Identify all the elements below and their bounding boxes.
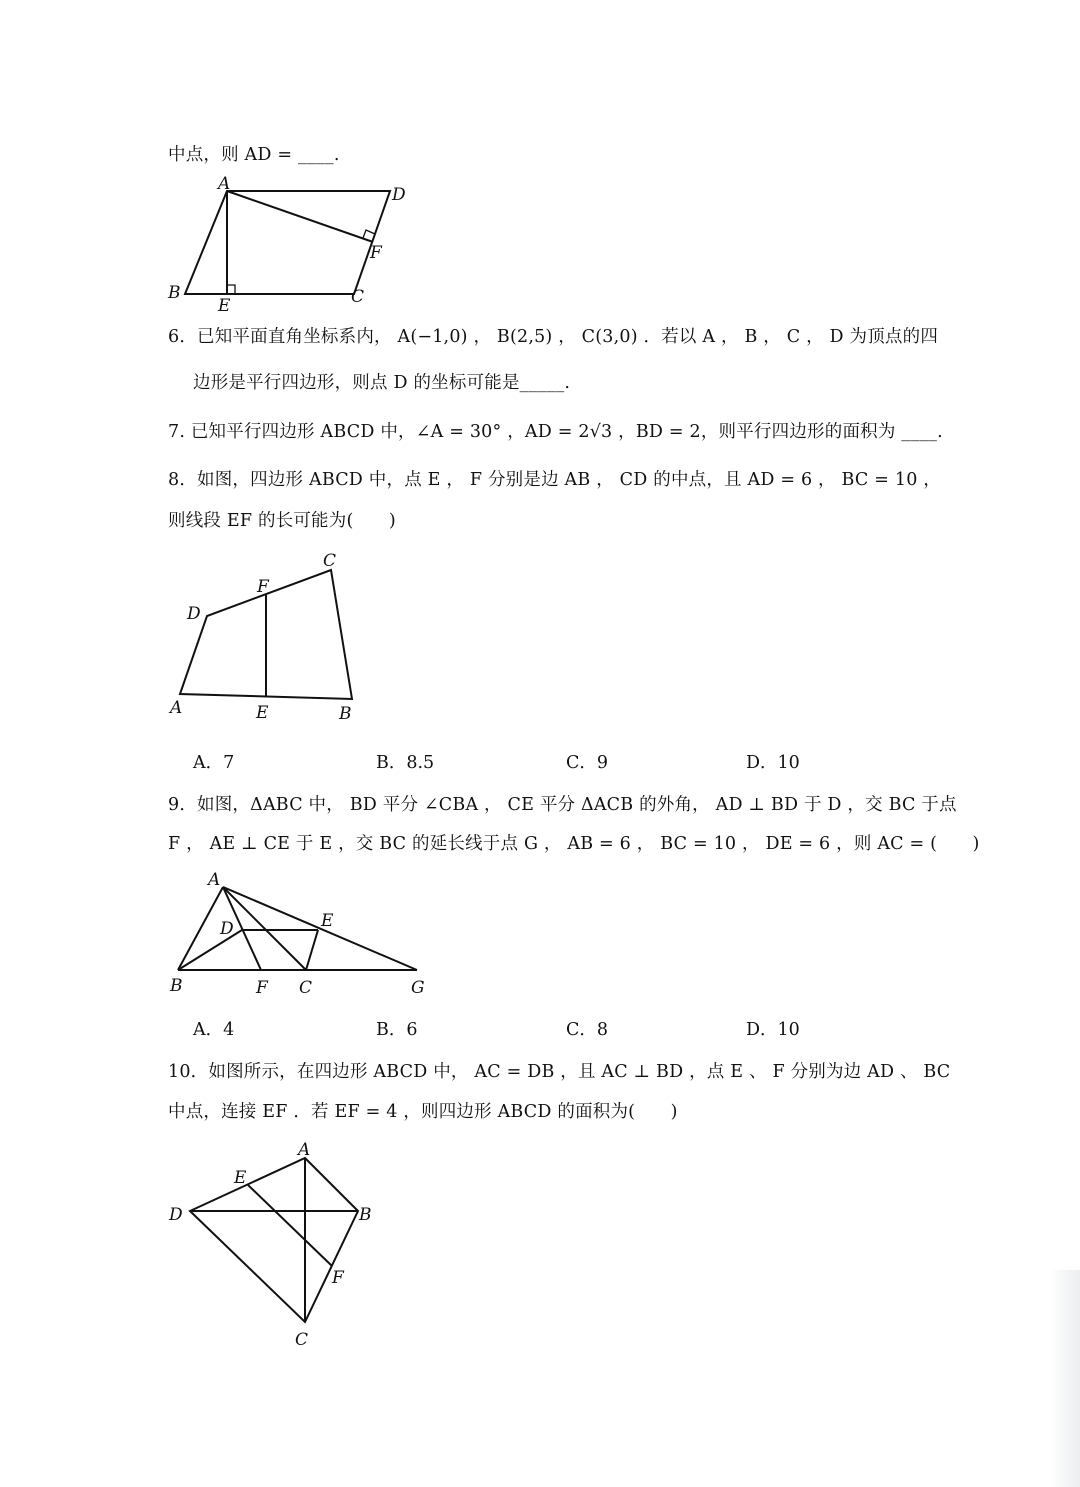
fig4-label-d: D <box>169 1205 183 1225</box>
q6-line-2: 边形是平行四边形，则点 D 的坐标可能是_____. <box>193 373 571 393</box>
fig2-label-f: F <box>257 577 269 597</box>
q9-option-d[interactable]: D．10 <box>746 1020 800 1040</box>
q9-option-a[interactable]: A．4 <box>193 1020 235 1040</box>
figure-perpendicular-diagonals <box>160 1135 390 1360</box>
fig4-quadrilateral <box>190 1158 358 1322</box>
fig4-label-b: B <box>359 1205 372 1225</box>
q9-option-b[interactable]: B．6 <box>376 1020 418 1040</box>
q5-tail-text: 中点，则 AD = ____. <box>168 145 340 165</box>
q8-line-2: 则线段 EF 的长可能为( ) <box>168 511 396 531</box>
fig1-label-b: B <box>168 283 181 303</box>
fig1-af <box>227 191 373 242</box>
figure-parallelogram-heights <box>160 170 420 315</box>
fig3-label-d: D <box>220 919 234 939</box>
fig1-label-c: C <box>351 287 365 307</box>
q10-line-1: 10．如图所示，在四边形 ABCD 中， AC = DB ，且 AC ⊥ BD ，点 E 、 F 分别为边 AD 、 BC <box>168 1062 951 1082</box>
fig4-label-e: E <box>234 1168 247 1188</box>
figure-triangle-bisectors <box>160 866 440 1001</box>
q9-option-c[interactable]: C．8 <box>566 1020 609 1040</box>
q9-line-1: 9．如图，ΔABC 中， BD 平分 ∠CBA ， CE 平分 ΔACB 的外角， AD ⊥ BD 于 D ，交 BC 于点 <box>168 795 957 815</box>
q9-line-2: F ， AE ⊥ CE 于 E ，交 BC 的延长线于点 G ， AB = 6 ， BC = 10 ， DE = 6 ，则 AC = ( ) <box>168 834 980 854</box>
fig3-label-g: G <box>411 978 425 998</box>
fig3-label-a: A <box>208 870 221 890</box>
fig1-right-angle-e <box>227 285 235 294</box>
fig2-label-a: A <box>170 698 183 718</box>
fig4-label-f: F <box>332 1268 344 1288</box>
fig3-ab <box>178 887 223 970</box>
fig2-label-c: C <box>323 551 337 571</box>
fig1-label-f: F <box>370 243 382 263</box>
fig3-ag <box>223 887 417 970</box>
fig4-label-c: C <box>295 1330 309 1350</box>
fig3-label-c: C <box>299 978 313 998</box>
fig4-label-a: A <box>298 1140 311 1160</box>
fig2-label-b: B <box>339 704 352 724</box>
fig3-label-e: E <box>321 911 334 931</box>
q7-line: 7. 已知平行四边形 ABCD 中，∠A = 30° ，AD = 2√3 ，BD = 2，则平行四边形的面积为 ____. <box>168 422 943 442</box>
fig1-parallelogram <box>185 191 390 294</box>
q8-line-1: 8．如图，四边形 ABCD 中，点 E ， F 分别是边 AB ， CD 的中点，且 AD = 6 ， BC = 10 ， <box>168 470 942 490</box>
page-edge-shadow <box>1050 1270 1080 1487</box>
q8-option-c[interactable]: C．9 <box>566 753 609 773</box>
q8-option-d[interactable]: D．10 <box>746 753 800 773</box>
fig1-label-d: D <box>392 185 406 205</box>
fig2-label-e: E <box>256 703 269 723</box>
fig3-ac <box>223 887 306 970</box>
fig1-label-e: E <box>218 296 231 316</box>
q6-line-1: 6．已知平面直角坐标系内， A(−1,0) ， B(2,5) ， C(3,0) ．若以 A ， B ， C ， D 为顶点的四 <box>168 327 939 347</box>
fig3-ce <box>306 930 318 970</box>
fig3-label-b: B <box>170 976 183 996</box>
q10-line-2: 中点，连接 EF ．若 EF = 4 ，则四边形 ABCD 的面积为( ) <box>168 1102 678 1122</box>
figure-quadrilateral-midpoints <box>160 548 380 728</box>
q8-option-a[interactable]: A．7 <box>193 753 235 773</box>
q8-option-b[interactable]: B．8.5 <box>376 753 435 773</box>
fig1-label-a: A <box>218 174 231 194</box>
fig2-label-d: D <box>187 604 201 624</box>
fig3-label-f: F <box>256 978 268 998</box>
fig4-ef <box>248 1185 332 1266</box>
